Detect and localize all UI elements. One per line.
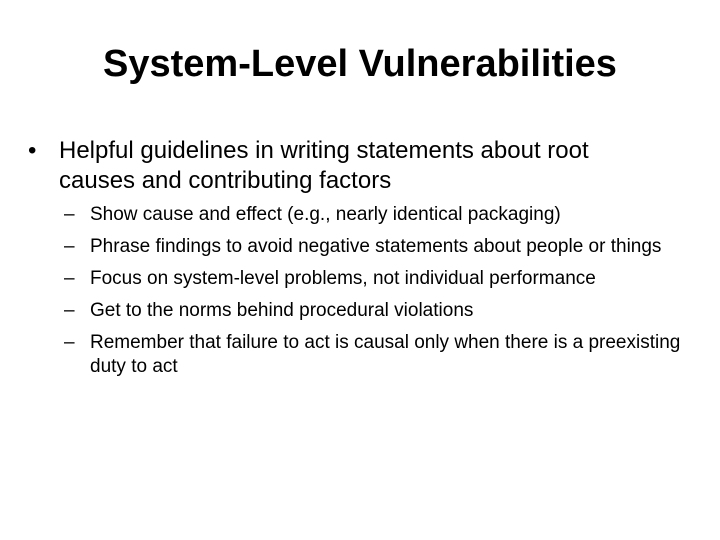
sub-bullet-text: Show cause and effect (e.g., nearly identical packaging) (90, 204, 561, 225)
sub-bullet-text: Phrase findings to avoid negative statements about people or things (90, 236, 662, 257)
sub-bullet-text: Focus on system-level problems, not individual performance (90, 268, 596, 289)
sub-bullet-item (64, 203, 704, 227)
dash-marker-icon: – (64, 332, 75, 353)
dash-marker-icon: – (64, 204, 75, 225)
dash-marker-icon: – (64, 300, 75, 321)
sub-bullet-list (64, 203, 704, 387)
sub-bullet-text: Remember that failure to act is causal only when there is a preexisting duty to act (90, 332, 681, 377)
bullet-marker-icon: • (28, 137, 37, 164)
sub-bullet-text: Get to the norms behind procedural violations (90, 300, 474, 321)
sub-bullet-item (64, 331, 704, 379)
dash-marker-icon: – (64, 236, 75, 257)
main-bullet-text: Helpful guidelines in writing statements about root causes and contributing factors (59, 137, 589, 194)
main-bullet (28, 136, 688, 196)
dash-marker-icon: – (64, 268, 75, 289)
sub-bullet-item (64, 267, 704, 291)
sub-bullet-item (64, 235, 704, 259)
slide-title: System-Level Vulnerabilities (103, 43, 617, 85)
sub-bullet-item (64, 299, 704, 323)
